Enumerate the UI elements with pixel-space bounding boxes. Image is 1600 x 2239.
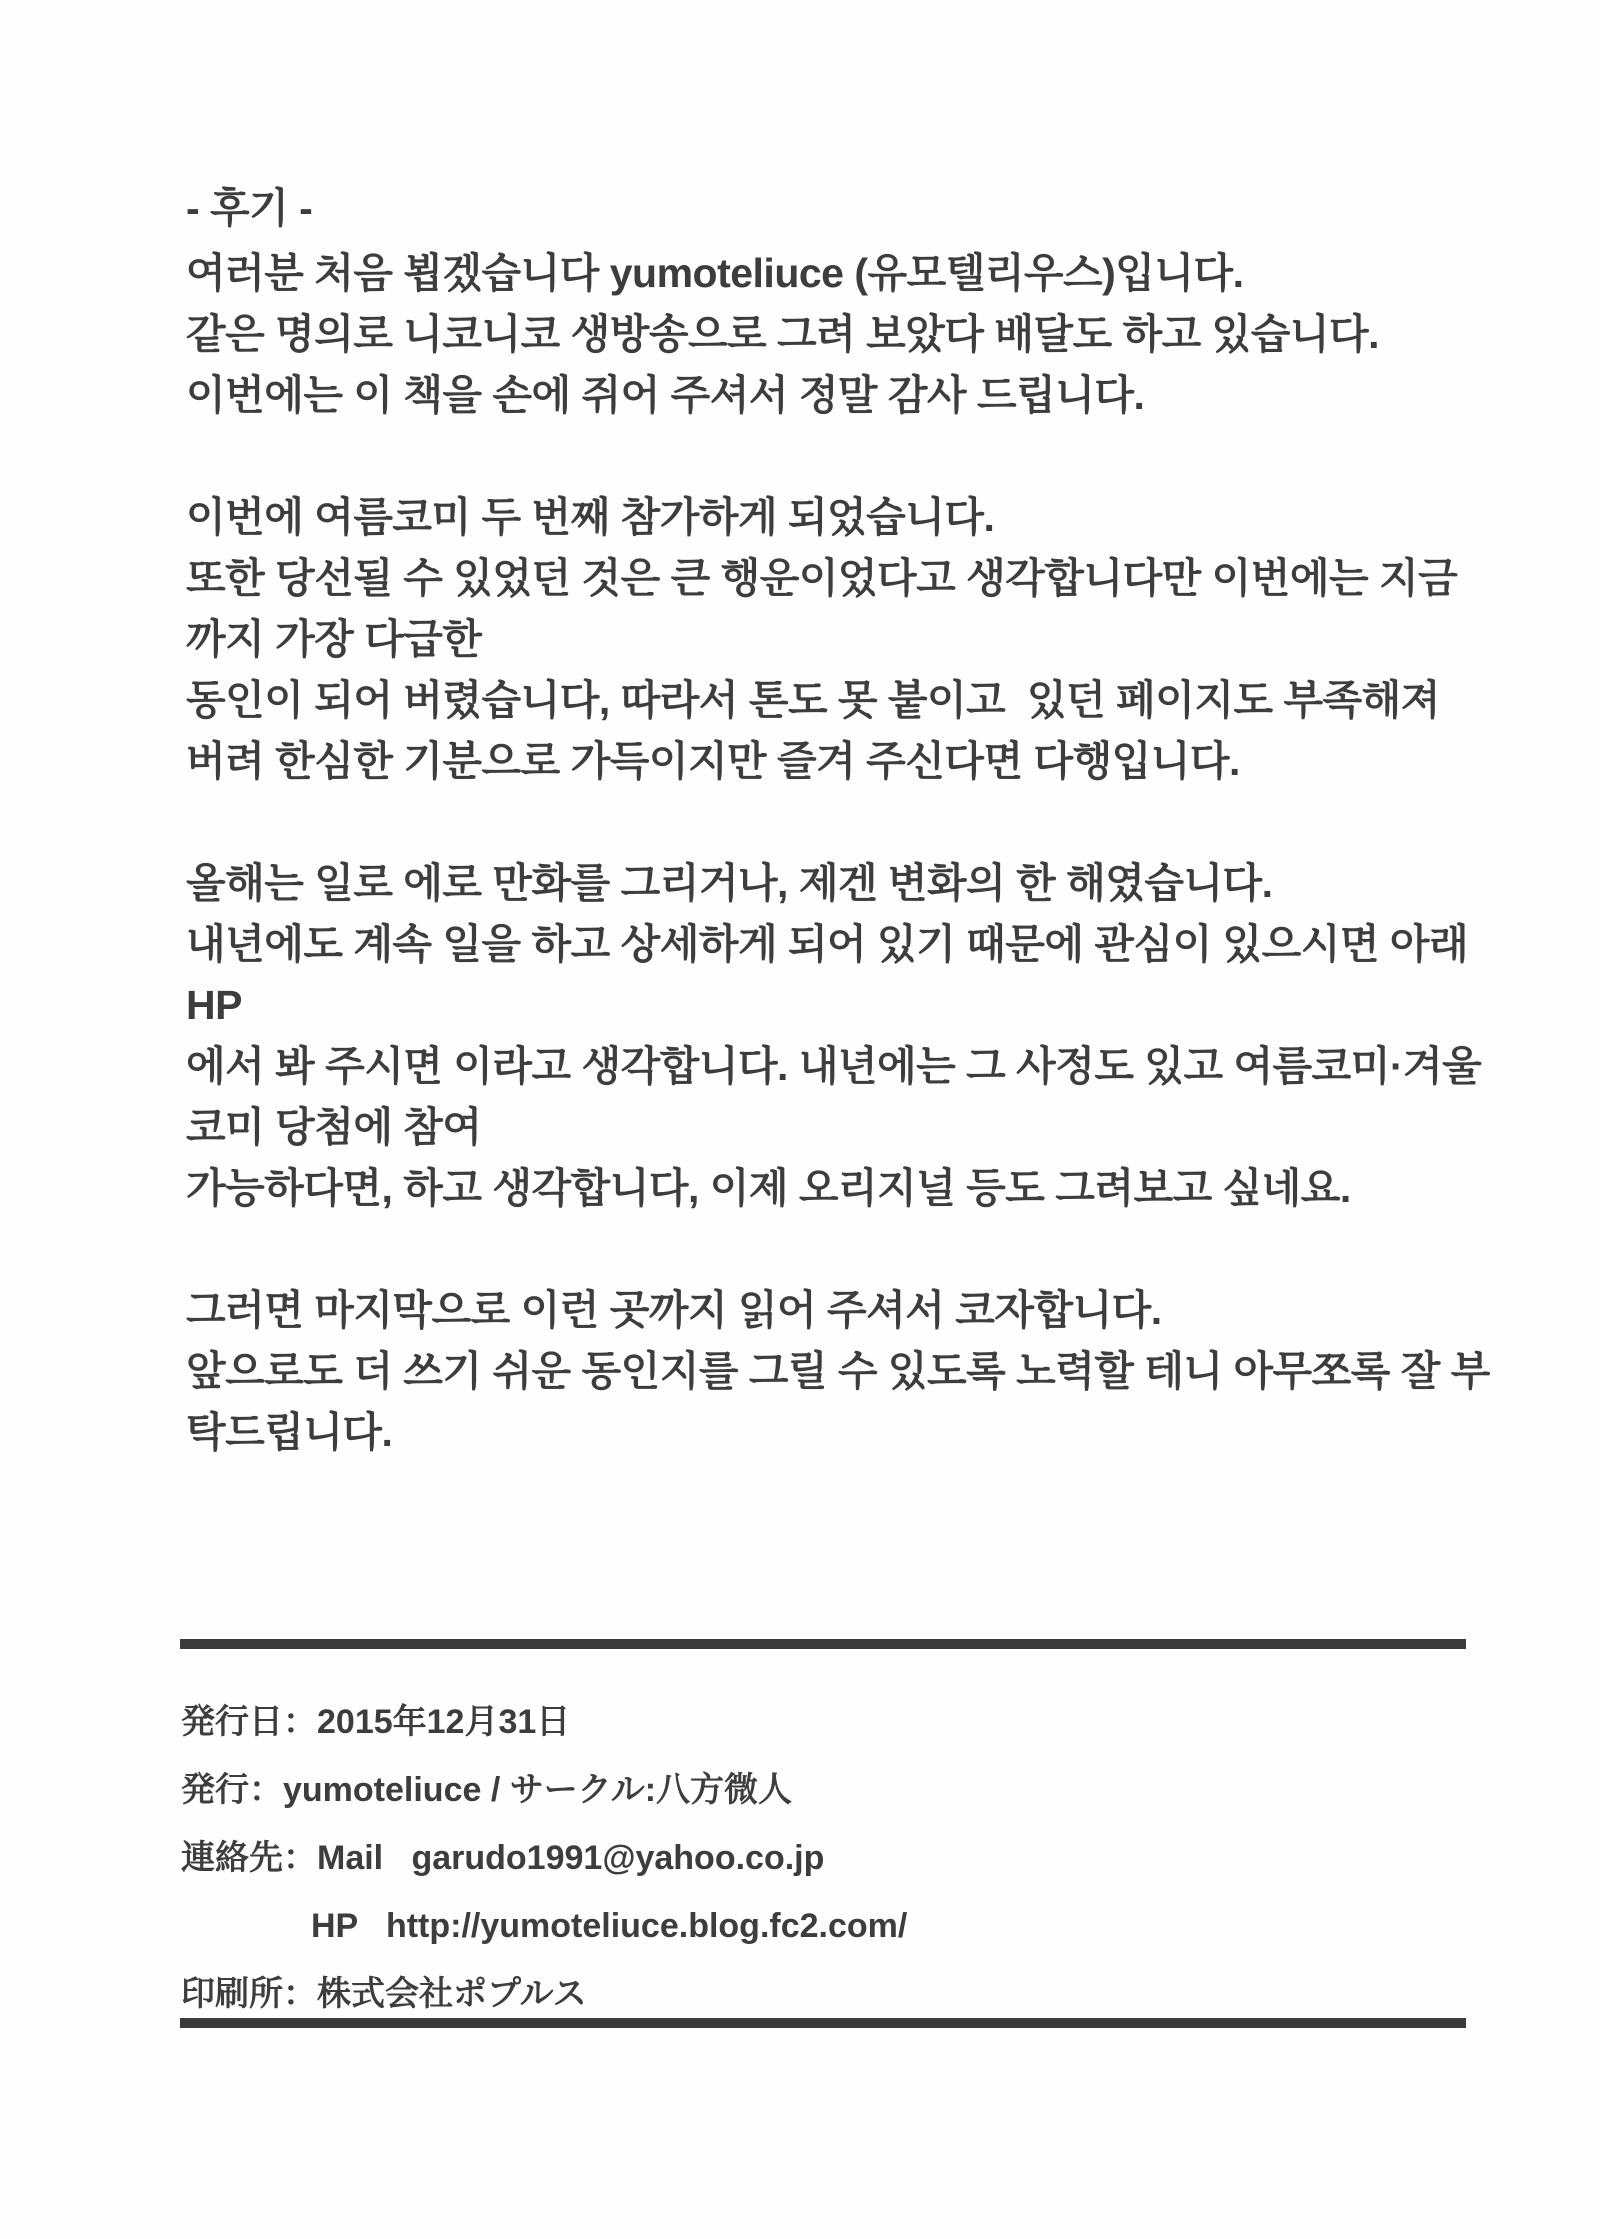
divider-bottom — [180, 2018, 1466, 2028]
text-line: 또한 당선될 수 있었던 것은 큰 행운이었다고 생각합니다만 이번에는 지금까지 가장 다급한 — [186, 555, 1458, 662]
afterword-paragraph-3 — [186, 853, 1496, 1219]
text-line: 올해는 일로 에로 만화를 그리거나, 제겐 변화의 한 해였습니다. — [186, 860, 1273, 906]
text-line: 이번에는 이 책을 손에 쥐어 주셔서 정말 감사 드립니다. — [186, 372, 1145, 418]
text-line: 가능하다면, 하고 생각합니다, 이제 오리지널 등도 그려보고 싶네요. — [186, 1165, 1351, 1211]
afterword-paragraph-4 — [186, 1280, 1496, 1463]
text-line: 앞으로도 더 쓰기 쉬운 동인지를 그릴 수 있도록 노력할 테니 아무쪼록 잘 부탁드립니다. — [186, 1348, 1490, 1455]
text-line: 내년에도 계속 일을 하고 상세하게 되어 있기 때문에 관심이 있으시면 아래 HP — [186, 921, 1479, 1028]
text-line: 같은 명의로 니코니코 생방송으로 그려 보았다 배달도 하고 있습니다. — [186, 311, 1379, 357]
afterword-title: - 후기 - — [186, 185, 313, 231]
colophon-contact-mail: 連絡先：Mail garudo1991@yahoo.co.jp — [181, 1839, 825, 1877]
afterword-section — [186, 178, 1496, 1524]
divider-top — [180, 1639, 1466, 1649]
colophon-contact-hp: HP http://yumoteliuce.blog.fc2.com/ — [311, 1907, 908, 1945]
text-line: 버려 한심한 기분으로 가득이지만 즐겨 주신다면 다행입니다. — [186, 738, 1240, 784]
colophon-printer: 印刷所：株式会社ポプルス — [181, 1975, 587, 2013]
text-line: 이번에 여름코미 두 번째 참가하게 되었습니다. — [186, 494, 995, 540]
colophon-issue-date: 発行日：2015年12月31日 — [181, 1703, 571, 1741]
colophon-section — [181, 1688, 1481, 2028]
text-line: 그러면 마지막으로 이런 곳까지 읽어 주셔서 코자합니다. — [186, 1287, 1162, 1333]
afterword-paragraph-2 — [186, 487, 1496, 792]
text-line: 에서 봐 주시면 이라고 생각합니다. 내년에는 그 사정도 있고 여름코미·겨울코미 당첨에 참여 — [186, 1043, 1482, 1150]
afterword-paragraph-1 — [186, 243, 1496, 426]
text-line: 여러분 처음 뵙겠습니다 yumoteliuce (유모텔리우스)입니다. — [186, 250, 1244, 296]
colophon-publisher-circle: 発行：yumoteliuce / サークル:八方微人 — [181, 1771, 793, 1809]
text-line: 동인이 되어 버렸습니다, 따라서 톤도 못 붙이고 있던 페이지도 부족해져 — [186, 677, 1440, 723]
